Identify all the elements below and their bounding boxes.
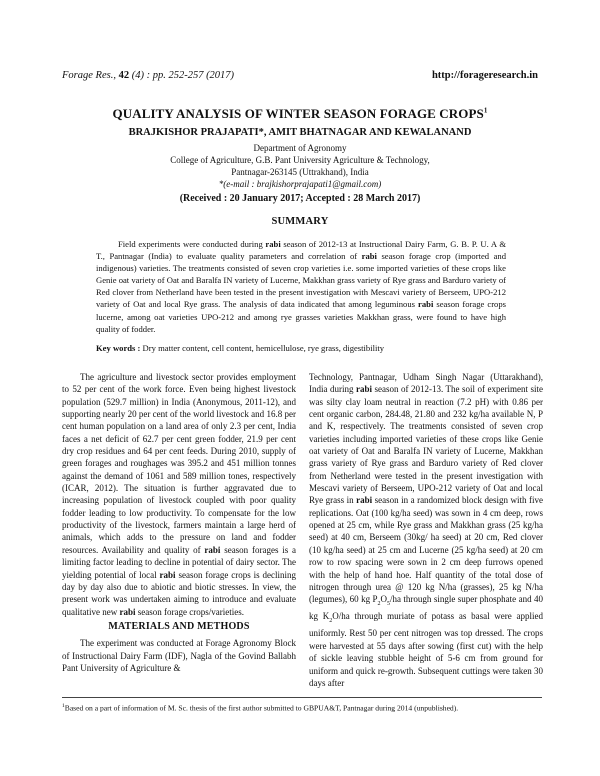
email[interactable]: *(e-mail : brajkishorprajapati1@gmail.com): [218, 179, 382, 190]
rabi-term: rabi: [159, 569, 176, 580]
summary-text: season of 2012-13 at Instructional Dairy Farm, G. B. P. U. A & T., Pantnagar (India) to evaluate quality parameters and correlation of: [96, 239, 507, 262]
received-dates: (Received : 20 January 2017; Accepted : 28 March 2017): [179, 193, 421, 204]
affiliation: [40, 142, 560, 190]
body-text: The agriculture and livestock sector provides employment to 52 per cent of the work force. Even being highest livestock population (529.7 million) in India (Anonymous, 2011-12), and supporting nearly 20 per cent of the world livestock and 16.8 per cent human population on a land area of only 2.3 per cent, India faces a net deficit of 62.7 per cent green fodder, 21.9 per cent dry crop residues and 64 per cent feeds. During 2010, supply of green forages and roughages was 395.2 and 451 million tonnes against the demand of 1061 and 589 million tones, respectively (ICAR, 2012). The situation is further aggravated due to increasing population of livestock coupled with poor quality fodder leading to low productivity. To compensate for the low productivity of the livestock, farmers maintain a large herd of animals, which adds to the pressure on land and fodder resources. Availability and quality of: [62, 372, 296, 555]
rabi-term: rabi: [361, 251, 377, 262]
footnote-rule: [62, 697, 542, 698]
journal-volume: 42: [118, 70, 130, 81]
authors: BRAJKISHOR PRAJAPATI*, AMIT BHATNAGAR AND KEWALANAND: [128, 127, 472, 138]
rabi-term: rabi: [418, 299, 434, 310]
keywords-label: Key words :: [96, 343, 141, 353]
journal-name: Forage Res.,: [62, 70, 116, 81]
journal-url[interactable]: http://forageresearch.in: [431, 70, 538, 81]
body-text: season forages is a limiting factor leading to decline in potential of dairy sector. The yielding potential of local: [62, 544, 296, 580]
footnote-text: Based on a part of information of M. Sc. thesis of the first author submitted to GBPUA&T, Pantnagar during 2014 (unpublished).: [64, 703, 459, 713]
subscript: 2: [329, 618, 333, 625]
intro-paragraph: [62, 371, 296, 618]
footnote-mark: 1: [62, 703, 65, 709]
rabi-term: rabi: [119, 606, 136, 617]
rabi-term: rabi: [355, 384, 372, 395]
city: Pantnagar-263145 (Uttrakhand), India: [231, 167, 369, 178]
methods-continued: [309, 371, 543, 689]
body-text: season forage crops/varieties.: [135, 606, 244, 617]
summary-body: [96, 238, 506, 335]
body-text: O: [380, 594, 387, 605]
department: Department of Agronomy: [253, 143, 347, 153]
right-column: [309, 371, 543, 689]
journal-citation: [62, 70, 234, 81]
keywords: [96, 343, 510, 353]
rabi-term: rabi: [356, 495, 373, 506]
rabi-term: rabi: [204, 544, 221, 555]
summary-text: season forage crop (imported and indigenous) varieties. The treatments consisted of seven crop varieties i.e. some imported varieties of these crops like Genie oat variety of Oat and Baralfa IN variety of Lucerne, Makkhan grass variety of Rye grass and Barduro variety of Red clover from Netherland have been tested in the present investigation with Mescavi variety of Berseem, UPO-212 variety of Oat and local Rye grass. The analysis of data indicated that among leguminous: [96, 251, 507, 310]
body-text: O/ha through muriate of potass as basal were applied uniformly. Rest 50 per cent nitrogen was top dressed. The crops were harvested at 55 days after sowing (first cut) with the help of sickle leaving stubble height of 5-6 cm from ground for uniform and quick re-growth. Subsequent cuttings were taken 30 days after: [309, 611, 543, 688]
body-text: season in a randomized block design with five replications. Oat (100 kg/ha seed) was sown in 4 cm deep, rows opened at 25 cm, while Rye grass and Makkhan grass (25 kg/ha seed) at 40 cm, Berseem (30kg/ ha seed) at 20 cm, Red clover (10 kg/ha seed) at 25 cm and Lucerne (25 kg/ha seed) at 20 cm row to row spacing were sown in 2 cm deep furrows opened with the help of hand hoe. Half quantity of the total dose of nitrogen through urea @ 120 kg N/ha (grasses), 25 kg N/ha (legumes), 60 kg P: [309, 495, 543, 605]
methods-heading: MATERIALS AND METHODS: [108, 620, 250, 632]
paper-title: [40, 106, 560, 122]
body-text: season forage crops is declining day by day also due to abiotic and biotic stresses. In view, the present work was undertaken aiming to introduce and evaluate qualitative new: [62, 569, 296, 617]
college: College of Agriculture, G.B. Pant University Agriculture & Technology,: [170, 155, 430, 166]
methods-paragraph: The experiment was conducted at Forage Agronomy Block of Instructional Dairy Farm (IDF), Nagla of the Govind Ballabh Pant University of Agriculture &: [62, 638, 296, 673]
subscript: 5: [387, 600, 390, 607]
subscript: 2: [377, 600, 381, 607]
body-text: /ha through single super phosphate and 40 kg K: [309, 594, 543, 622]
summary-heading: SUMMARY: [271, 216, 329, 227]
issue-pages: (4) : pp. 252-257 (2017): [131, 70, 235, 81]
summary-text: Field experiments were conducted during: [118, 239, 266, 249]
keywords-text: Dry matter content, cell content, hemicellulose, rye grass, digestibility: [140, 343, 385, 353]
title-footnote-mark: 1: [483, 106, 488, 115]
left-column: [62, 371, 296, 674]
body-text: Technology, Pantnagar, Udham Singh Nagar (Uttarakhand), India during: [309, 372, 543, 395]
title-text: QUALITY ANALYSIS OF WINTER SEASON FORAGE CROPS: [112, 106, 484, 121]
body-text: season of 2012-13. The soil of experiment site was silty clay loam neutral in reaction (7.2 pH) with 0.86 per cent organic carbon, 284.48, 21.80 and 232 kg/ha available N, P and K, respectively. The treatments consisted of seven crop varieties including imported varieties of these crops like Genie oat variety of Oat and Baralfa IN variety of Lucerne, Makkhan grass variety of Rye grass and Barduro variety of Red clover from Netherland were tested in the present investigation with Mescavi variety of Berseem, UPO-212 variety of Oat and local Rye grass in: [309, 384, 543, 506]
footnote: [62, 703, 542, 713]
rabi-term: rabi: [265, 239, 281, 249]
summary-text: season forage crops lucerne, among oat varieties UPO-212 and among rye grasses varieties Makkhan grass, were found to have high quality of fodder.: [96, 299, 506, 334]
